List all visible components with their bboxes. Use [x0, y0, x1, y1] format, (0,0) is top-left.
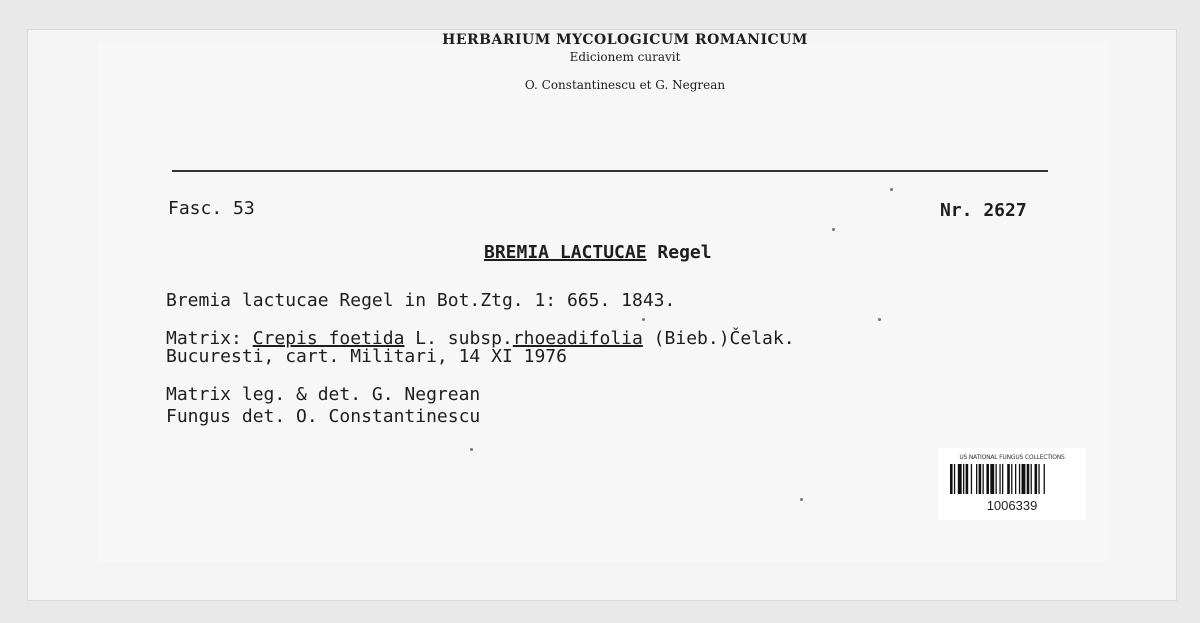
barcode-bar [1022, 464, 1026, 494]
fascicle-number: Fasc. 53 [168, 198, 255, 219]
species-heading [484, 242, 712, 263]
barcode-bar [1011, 464, 1012, 494]
matrix-genus: Crepis foetida [252, 328, 405, 349]
barcode-bar [1002, 464, 1003, 494]
barcode-bar [963, 464, 964, 494]
herbarium-editors: O. Constantinescu et G. Negrean [524, 78, 726, 92]
speck [800, 498, 803, 501]
barcode-bar [999, 464, 1000, 494]
fungus-det-line: Fungus det. O. Constantinescu [166, 406, 481, 427]
barcode-bar [1035, 464, 1038, 494]
speck [890, 188, 893, 191]
barcode-bar [1007, 464, 1010, 494]
barcode-collection-label: US NATIONAL FUNGUS COLLECTIONS [959, 454, 1065, 461]
barcode-bar [950, 464, 953, 494]
herbarium-subtitle: Edicionem curavit [569, 50, 681, 64]
barcode-bars [950, 464, 1074, 494]
matrix-mid: L. subsp. [404, 328, 513, 349]
barcode-bar [1019, 464, 1020, 494]
barcode-bar [983, 464, 984, 494]
speck [642, 318, 645, 321]
collector-line: Matrix leg. & det. G. Negrean [166, 384, 481, 405]
barcode-number: 1006339 [986, 498, 1038, 513]
barcode-bar [954, 464, 955, 494]
barcode-bar [1044, 464, 1045, 494]
matrix-subspecies: rhoeadifolia [512, 328, 643, 349]
barcode-bar [958, 464, 962, 494]
matrix-suffix: (Bieb.)Čelak. [642, 328, 795, 349]
barcode-bar [996, 464, 997, 494]
barcode-bar [1015, 464, 1016, 494]
barcode-bar [1027, 464, 1030, 494]
specimen-number: Nr. 2627 [940, 200, 1027, 221]
herbarium-title: HERBARIUM MYCOLOGICUM ROMANICUM [442, 32, 808, 48]
barcode-bar [971, 464, 972, 494]
species-author: Regel [657, 242, 712, 263]
matrix-prefix: Matrix: [166, 328, 253, 349]
speck [470, 448, 473, 451]
barcode-bar [976, 464, 977, 494]
citation-line: Bremia lactucae Regel in Bot.Ztg. 1: 665. 1843. [166, 290, 676, 311]
speck [878, 318, 881, 321]
barcode-bar [966, 464, 969, 494]
barcode-bar [986, 464, 989, 494]
species-name: BREMIA LACTUCAE [484, 242, 647, 263]
barcode-bar [979, 464, 982, 494]
header-rule [172, 170, 1048, 172]
locality-line: Bucuresti, cart. Militari, 14 XI 1976 [166, 346, 567, 367]
barcode-bar [1031, 464, 1032, 494]
barcode-bar [1038, 464, 1039, 494]
speck [832, 228, 835, 231]
barcode-bar [990, 464, 994, 494]
barcode-label [938, 448, 1086, 520]
